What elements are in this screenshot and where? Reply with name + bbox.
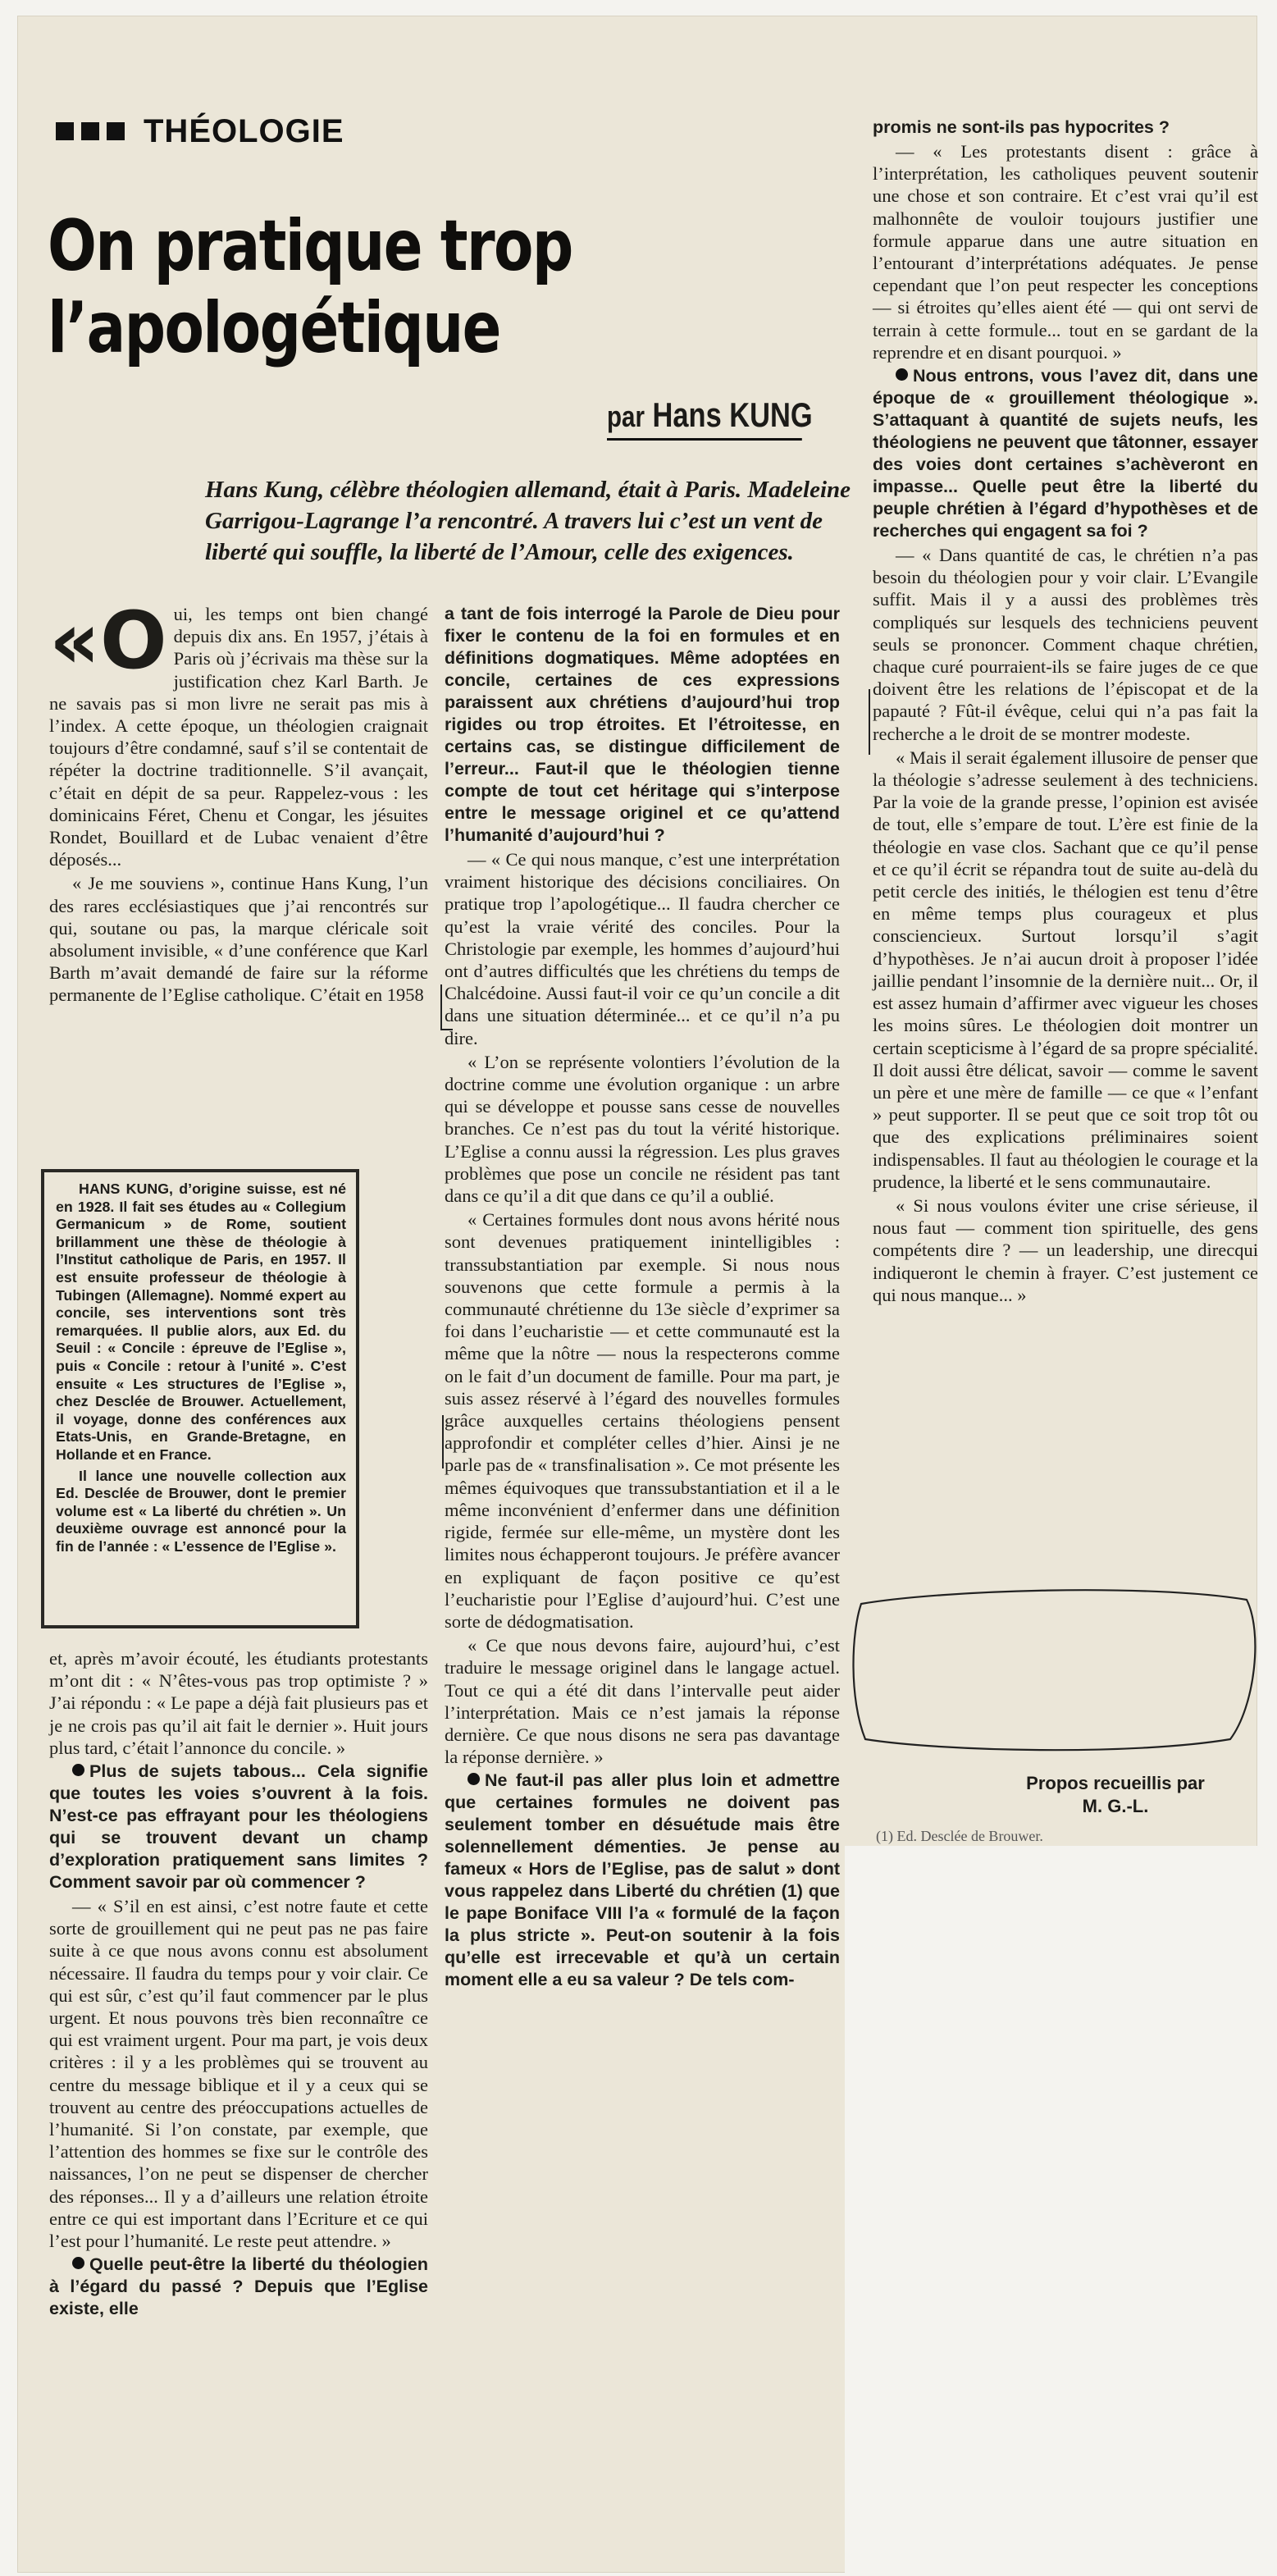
bullet-icon bbox=[467, 1773, 480, 1785]
signature-initials: M. G.-L. bbox=[1082, 1796, 1149, 1816]
column-1 bbox=[49, 595, 428, 1008]
headline-line-2: l’apologétique bbox=[48, 287, 500, 369]
paragraph: — « Les protestants disent : grâce à l’interprétation, les catholiques peuvent soutenir une chose et son contraire. Et c’est vrai qu’il est malhonnête de vouloir toujours justifier une formule apparue dans une autre situation en l’entourant d’interprétations adéquates. Je pense cependant que l’on peut respecter les conceptions — si étroites qu’elles aient été — qui ont servi de terrain à cette formule... tout en se gardant de la reprendre et en disant pourquoi. » bbox=[873, 141, 1258, 363]
rubric-label: THÉOLOGIE bbox=[144, 112, 344, 149]
paragraph: et, après m’avoir écouté, les étudiants protestants m’ont dit : « N’êtes-vous pas trop optimiste ? » J’ai répondu : « Le pape a déjà fait plusieurs pas et je ne crois pas qu’il ait fait le dernier ». Huit jours plus tard, c’était l’annonce du concile. » bbox=[49, 1648, 428, 1758]
paragraph: — « S’il en est ainsi, c’est notre faute et cette sorte de grouillement qui ne peut pas ne pas faire suite à ce que nous avons connu est absolument nécessaire. Il faudra du temps pour y voir clair. Ce qui est sûr, c’est qu’il faut commencer par le plus urgent. Et nous pouvons très bien reconnaître ce qui est vraiment urgent. Pour ma part, je vois deux critères : il y a les problèmes qui se trouvent au centre du message biblique et il y a ceux qui se trouvent au centre des préoccupations actuelles de l’humanité. Si l’on constate, par exemple, que l’attention des hommes se fixe sur le contrôle des naissances, l’on ne peut se dispenser de chercher des réponses... Il y a d’ailleurs une relation étroite entre ce qui est important dans l’Ecriture et ce qui l’est pour l’humanité. Le reste peut attendre. » bbox=[49, 1896, 428, 2252]
lead-paragraph: Hans Kung, célèbre théologien allemand, était à Paris. Madeleine Garrigou-Lagrange l’a rencontré. A travers lui c’est un vent de liberté qui souffle, la liberté de l’Amour, celle des exigences. bbox=[205, 477, 851, 565]
column-2 bbox=[445, 603, 840, 1993]
byline-author: Hans KUNG bbox=[652, 395, 813, 434]
section-rubric bbox=[56, 111, 344, 152]
black-square-icon bbox=[56, 122, 74, 140]
opening-text: ui, les temps ont bien changé depuis dix ans. En 1957, j’étais à Paris où j’écrivais ma thèse sur la justification chez Karl Barth. Je ne savais pas si mon livre ne serait pas mis à l’index. A cette époque, un théologien craignait toujours d’être condamné, sauf s’il se contentait de répéter la doctrine traditionnelle. S’il avançait, c’était en dépit de sa peur. Rappelez-vous : les dominicains Féret, Chenu et Congar, les jésuites Rondet, Bouillard et de Lubac venaient d’être déposés... bbox=[49, 604, 428, 870]
interview-question: Ne faut-il pas aller plus loin et admettre que certaines formules ne doivent pas seulement tomber en désuétude mais être solennellement démenties. Je pense au fameux « Hors de l’Eglise, pas de salut » dont vous rappelez dans Liberté du chrétien (1) que le pape Boniface VIII l’a « formulé de la façon la plus stricte ». Peut-on soutenir à la fois qu’elle est irrecevable et qu’à un certain moment elle a eu sa valeur ? De tels com- bbox=[445, 1770, 840, 1990]
black-square-icon bbox=[107, 122, 125, 140]
interview-question: Plus de sujets tabous... Cela signifie que toutes les voies s’ouvrent à la fois. N’est-ce pas effrayant pour les théologiens qui se trouvent devant un champ d’exploration pratiquement sans limites ? Comment savoir par où commencer ? bbox=[49, 1761, 428, 1893]
paragraph: « Ce que nous devons faire, aujourd’hui, c’est traduire le message originel dans le langage actuel. Tout ce qui a été dit dans l’intervalle peut aider l’interprétation. Mais ce n’est jamais la réponse dernière. Ce que nous disons ne sera pas davantage la réponse dernière. » bbox=[445, 1635, 840, 1768]
signature bbox=[1009, 1772, 1222, 1818]
paragraph: « Je me souviens », continue Hans Kung, l’un des rares ecclésiastiques que j’ai rencontrés sur qui, soutane ou pas, la marque cléricale soit absolument invisible, « d’une conférence que Karl Barth m’avait demandé de faire sur la réforme permanente de l’Eglise catholique. C’était en 1958 bbox=[49, 873, 428, 1006]
byline bbox=[607, 395, 813, 441]
interview-question: Nous entrons, vous l’avez dit, dans une époque de « grouillement théologique ». S’attaquant à quantité de sujets neufs, les théologiens ne peuvent que tâtonner, essayer des voies dont certaines s’achèveront en impasse... Quelle peut être la liberté du peuple chrétien à l’égard d’hypothèses et de recherches qui engagent sa foi ? bbox=[873, 366, 1258, 541]
column-1-continued bbox=[49, 1647, 428, 2322]
paragraph: « Certaines formules dont nous avons hérité nous sont devenues pratiquement inintelligibles : transsubstantiation par exemple. Si nous nous souvenons que cette formule a permis à la communauté chrétienne du 13e siècle d’exprimer sa foi dans l’eucharistie — et cette communauté est la même que la nôtre — nous la respecterons comme on le fait d’un document de famille. Pour ma part, je suis assez réservé à l’égard des nouvelles formules grâce auxquelles certains théologiens pensent approfondir et compléter celles d’hier. Ainsi je ne parle pas de « transfinalisation ». Ce mot présente les mêmes équivoques que transsubstantiation et il a le même inconvénient d’enfermer dans une définition rigide, fermée sur elle-même, un mystère dont les limites nous échapperont toujours. Je préfère avancer en expliquant de façon positive ce qu’est l’eucharistie pour l’Eglise d’aujourd’hui. C’est une sorte de dédogmatisation. bbox=[445, 1209, 840, 1632]
bullet-icon bbox=[896, 368, 908, 381]
paragraph: « Mais il serait également illusoire de penser que la théologie s’adresse seulement à des techniciens. Par la voie de la grande presse, l’opinion est avisée de tout, elle s’empare de tout. L’ère est finie de la théologie en vase clos. Sachant que ce qu’il pense et ce qu’il écrit se répandra tout de suite au-delà du petit cercle des initiés, le thélogien est tenu d’être en même temps plus courageux et plus consciencieux. Surtout lorsqu’il s’agit d’hypothèses. Je n’ai aucun droit à proposer l’idée jaillie pendant l’insomnie de la dernière nuit... Or, il est assez humain d’affirmer avec vigueur les choses les moins sûres. Le théologien doit montrer un certain scepticisme à l’égard de sa propre spécialité. Il doit aussi être délicat, savoir — comme le savent un père et une mère de famille — ce que « l’enfant » peut supporter. Il se peut que ce soit trop tôt ou que des explications préliminaires soient indispensables. Il faut au théologien le courage et la prudence, la liberté et le sens communautaire. bbox=[873, 747, 1258, 1192]
bullet-icon bbox=[72, 1764, 84, 1776]
closing-paragraph: « Si nous voulons éviter une crise sérieuse, il nous faut — comment tion spirituelle, des gens compétents dire ? — un leadership, une direcqui indiqueront le chemin à frayer. C’est justement ce qui nous manque... » bbox=[873, 1194, 1258, 1305]
opening-paragraph bbox=[49, 595, 428, 870]
bio-paragraph: HANS KUNG, d’origine suisse, est né en 1928. Il fait ses études au « Collegium Germanicum » de Rome, soutient brillamment une thèse de théologie à l’Institut catholique de Paris, en 1957. Il est ensuite professeur de théologie à Tubingen (Allemagne). Nommé expert au concile, ses interventions sont très remarquées. Il publie alors, aux Ed. du Seuil : « Concile : épreuve de l’Eglise », puis « Concile : retour à l’unité ». C’est ensuite « Les structures de l’Eglise », chez Desclée de Brouwer. Actuellement, il voyage, donne des conférences aux Etats-Unis, en Grande-Bretagne, en Hollande et en France. bbox=[56, 1181, 346, 1463]
paragraph: — « Dans quantité de cas, le chrétien n’a pas besoin du théologien pour y voir clair. L’Evangile suffit. Mais il y a aussi des problèmes très compliqués sur lesquels des techniciens peuvent seuls se prononcer. Comment chaque chrétien, chaque curé pourraient-ils se faire juges de ce que doivent être les relations de l’épiscopat et de la papauté ? Fût-il évêque, celui qui n’a pas fait la recherche a le droit de se montrer modeste. bbox=[873, 545, 1258, 744]
article-headline bbox=[48, 205, 572, 369]
column-3 bbox=[873, 116, 1258, 1308]
blank-background bbox=[845, 1846, 1277, 2576]
author-bio-box bbox=[41, 1169, 359, 1628]
interview-question-continued: promis ne sont-ils pas hypocrites ? bbox=[873, 117, 1170, 137]
interview-question-continued: a tant de fois interrogé la Parole de Dieu pour fixer le contenu de la foi en formules et en définitions dogmatiques. Même adoptées en concile, certaines de ces expressions paraissent aux chrétiens d’aujourd’hui trop rigides ou trop étroites. Et l’étroitesse, en certains cas, se distingue difficilement de l’erreur... Faut-il que le théologien tienne compte de tout cet héritage qui s’interpose entre le message originel et ce qu’attend l’humanité d’aujourd’hui ? bbox=[445, 604, 840, 845]
bio-paragraph: Il lance une nouvelle collection aux Ed. Desclée de Brouwer, dont le premier volume est « La liberté du chrétien ». Un deuxième ouvrage est annoncé pour la fin de l’année : « L’essence de l’Eglise ». bbox=[56, 1467, 346, 1555]
bullet-icon bbox=[72, 2257, 84, 2269]
paragraph: — « Ce qui nous manque, c’est une interprétation vraiment historique des décisions conciliaires. On pratique trop l’apologétique... Il faudra chercher ce qu’est la vraie vérité des conciles. Pour la Christologie par exemple, les hommes d’aujourd’hui ont d’autres difficultés que les chrétiens du temps de Chalcédoine. Aussi faut-il voir ce qu’un concile a dit dans une situation déterminée... et ce qu’il n’a pu dire. bbox=[445, 849, 840, 1048]
drop-cap: «O bbox=[49, 595, 167, 687]
signature-line-1: Propos recueillis par bbox=[1026, 1773, 1205, 1793]
byline-prefix: par bbox=[607, 400, 645, 433]
footnote: (1) Ed. Desclée de Brouwer. bbox=[876, 1828, 1043, 1844]
black-square-icon bbox=[81, 122, 99, 140]
interview-question: Quelle peut-être la liberté du théologien à l’égard du passé ? Depuis que l’Eglise existe, elle bbox=[49, 2254, 428, 2319]
paragraph: « L’on se représente volontiers l’évolution de la doctrine comme une évolution organique : un arbre qui se développe et pousse sans cesse de nouvelles branches. Ce n’est pas du tout la vérité historique. L’Eglise a connu aussi la régression. Les plus graves problèmes que pose un concile ne résident pas tant dans ce qu’il a dit que dans ce qu’il a oublié. bbox=[445, 1051, 840, 1207]
headline-line-1: On pratique trop bbox=[48, 205, 572, 287]
